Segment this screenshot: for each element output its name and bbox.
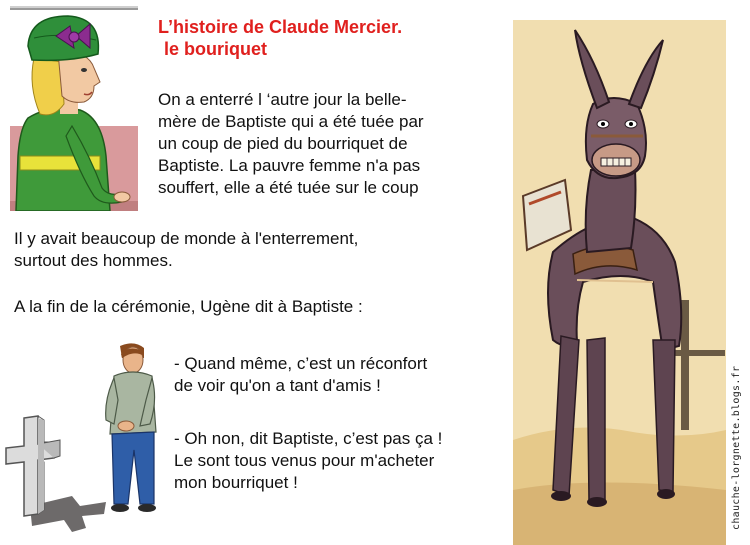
credit-text: chauche-lorgnette.blogs.fr	[731, 365, 742, 530]
dialogue-line-2: - Oh non, dit Baptiste, c’est pas ça ! Le sont tous venus pour m'acheter mon bourriquet !	[174, 429, 443, 492]
title-line-2: le bouriquet	[164, 39, 267, 59]
story-paragraph-3: A la fin de la cérémonie, Ugène dit à Baptiste :	[14, 297, 363, 316]
woman-illustration	[10, 6, 138, 211]
donkey-illustration	[513, 20, 726, 545]
story-paragraph-2: Il y avait beaucoup de monde à l'enterrement, surtout des hommes.	[14, 229, 359, 270]
dialogue-line-1: - Quand même, c’est un réconfort de voir qu'on a tant d'amis !	[174, 354, 428, 395]
grave-cross-illustration	[2, 410, 112, 535]
title-line-1: L’histoire de Claude Mercier.	[158, 17, 403, 37]
story-title	[158, 16, 498, 60]
story-paragraph-1: On a enterré l ‘autre jour la belle- mère de Baptiste qui a été tuée par un coup de pied du bourriquet de Baptiste. La pauvre femme n'a pas souffert, elle a été tuée sur le coup	[158, 90, 424, 197]
man-illustration	[100, 340, 162, 515]
